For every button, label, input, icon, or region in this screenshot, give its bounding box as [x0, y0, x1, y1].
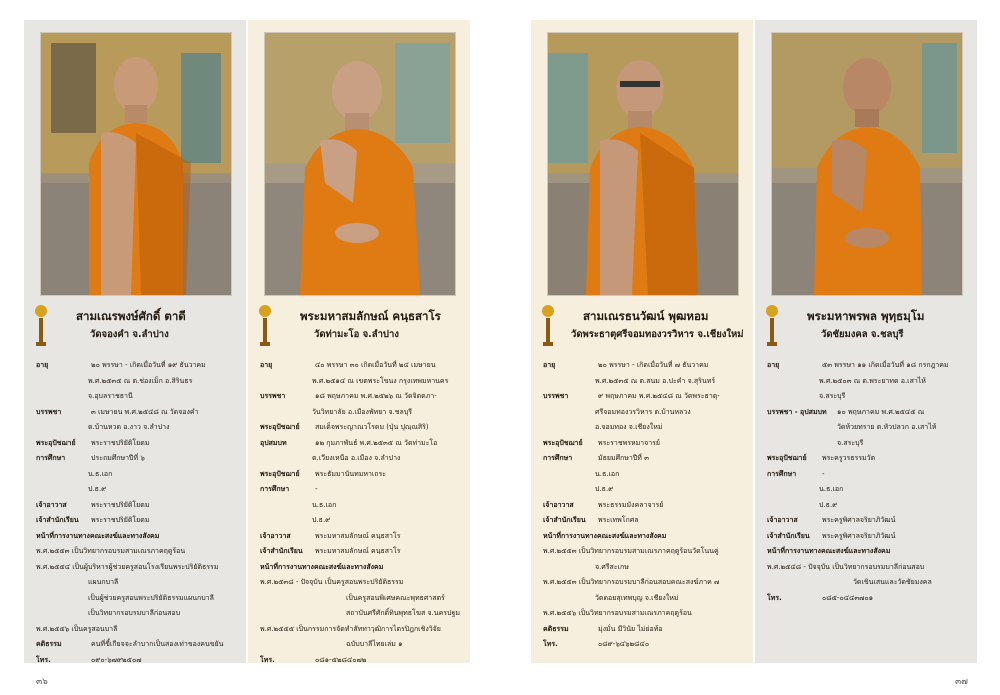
bio-row — [767, 451, 972, 467]
bio-line: เป็นครูสอนพิเศษคณะพุทธศาสตร์ — [346, 593, 445, 602]
monk-card-3 — [531, 20, 753, 663]
bio-row — [260, 389, 465, 405]
bio-label: อุปสมบท — [260, 438, 287, 447]
bio-label: เจ้าอาวาส — [767, 516, 798, 524]
bio-row — [767, 358, 972, 374]
bio-line: พ.ศ.๒๕๕๖ เป็นครูสอนบาลี — [36, 624, 118, 633]
bio-value: ๑๘ พฤษภาคม พ.ศ.๒๕๒๖ ณ วัดจิตตภา- — [315, 392, 437, 400]
monk-header-4 — [765, 302, 971, 352]
monk-name: พระมหาสมลักษณ์ คนฺธสาโร — [300, 309, 441, 323]
bio-line: ต.บ้านหวด อ.งาว จ.ลำปาง — [88, 423, 170, 431]
bio-label: การศึกษา — [543, 454, 573, 462]
bio-line: พ.ศ.๒๕๔๘ - ปัจจุบัน เป็นวิทยากรอบรมบาลีก่อนสอบ — [767, 562, 925, 571]
bio-value: พระครูพิศาลจริยาภิวัฒน์ — [822, 531, 896, 540]
monk-name: พระมหาพรพล พุทฺธมฺโม — [807, 309, 925, 323]
bio-line: พ.ศ.๒๕๕๓ เป็นวิทยากรอบรมบาลีก่อนสอบคณะสงฆ์ภาค ๗ — [543, 578, 720, 586]
monk-portrait-3 — [547, 32, 739, 296]
bio-line: วัดเขินเสนและวัดชัยมงคล — [853, 578, 932, 586]
bio-value: พระครูพิศาลจริยาภิวัฒน์ — [822, 516, 896, 524]
emblem-icon — [541, 304, 555, 348]
bio-line: จ.สระบุรี — [819, 392, 846, 400]
bio-label: คติธรรม — [36, 640, 62, 648]
monk-temple: วัดชัยมงคล จ.ชลบุรี — [821, 329, 904, 340]
monk-name: สามเณรธนวัฒน์ พุฒหอม — [583, 309, 709, 323]
bio-value: ๒๐ พรรษา - เกิดเมื่อวันที่ ๑๙ ธันวาคม — [91, 361, 206, 369]
bio-line: ศรีจอมทองวรวิหาร ต.บ้านหลวง — [595, 407, 691, 416]
bio-label: คติธรรม — [543, 624, 569, 633]
bio-row — [543, 436, 748, 452]
emblem-icon — [258, 304, 272, 348]
bio-label: พระอุปัชฌาย์ — [767, 454, 807, 462]
bio-label: พระอุปัชฌาย์ — [260, 469, 300, 478]
bio-value: ๕๓ พรรษา ๑๑ เกิดเมื่อวันที่ ๑๘ กรกฎาคม — [822, 361, 949, 369]
bio-value: สมเด็จพระญาณวโรดม (ปุ่น ปุณฺณสิริ) — [315, 423, 429, 431]
bio-line: พ.ศ.๒๕๑๔ ณ เขตพระโขนง กรุงเทพมหานคร — [312, 376, 449, 385]
monk-name: สามเณรพงษ์ศักดิ์ ตาดี — [76, 309, 186, 323]
bio-row — [36, 513, 241, 529]
bio-row — [260, 420, 465, 436]
bio-label: บรรพชา — [36, 407, 62, 416]
bio-label: โทร. — [767, 593, 782, 602]
monk-card-2 — [248, 20, 470, 663]
bio-label: เจ้าสำนักเรียน — [767, 531, 810, 540]
bio-label: เจ้าสำนักเรียน — [543, 516, 586, 524]
page-number-left: ๓๖ — [36, 677, 48, 687]
bio-line: ป.ธ.๙ — [595, 485, 614, 493]
bio-line: ฉบับบาลีไทยเล่ม ๑ — [346, 640, 403, 648]
bio-value: พระมหาสมลักษณ์ คนฺธสาโร — [315, 547, 401, 555]
bio-value: พระราชปริยัติโยดม — [91, 438, 150, 447]
bio-line: ป.ธ.๙ — [819, 500, 838, 509]
bio-value: ๑๐ พฤษภาคม พ.ศ.๒๕๔๕ ณ — [837, 407, 925, 416]
bio-line: วัดห้วยทราย ต.หัวปลวก อ.เสาไห้ — [837, 423, 937, 431]
section-heading: หน้าที่การงานทางคณะสงฆ์และทางสังคม — [260, 562, 384, 571]
monk-temple: วัดท่ามะโอ จ.ลำปาง — [314, 329, 399, 340]
bio-row — [543, 498, 748, 514]
bio-label: เจ้าอาวาส — [543, 500, 574, 509]
emblem-icon — [34, 304, 48, 348]
bio-row — [36, 358, 241, 374]
bio-line: พ.ศ.๒๕๕๕ เป็นกรรมการจัดทำสัททาวุฒิการไตรปิฎกเชิงวิจัย — [260, 624, 441, 633]
bio-line: จ.ศรีสะเกษ — [595, 562, 629, 571]
monk-header-1 — [34, 302, 240, 352]
bio-row — [36, 436, 241, 452]
bio-line: พ.ศ.๒๕๓๕ ณ ต.สนม อ.ปะคำ จ.สุรินทร์ — [595, 376, 716, 385]
bio-row — [543, 389, 748, 405]
bio-line: น.ธ.เอก — [312, 500, 337, 509]
monk-biography — [767, 358, 972, 606]
bio-value: ๐๙๐-๖๗๙๒๕๐๗ — [91, 655, 142, 664]
bio-label: การศึกษา — [36, 454, 66, 462]
bio-line: พ.ศ.๒๕๕๖ เป็นวิทยากรอบรมสามเณรภาคฤดูร้อน — [543, 609, 692, 617]
bio-line: พ.ศ.๒๕๕๓ เป็นวิทยากรอบรมสามเณรภาคฤดูร้อน — [36, 547, 186, 555]
bio-row — [543, 451, 748, 467]
bio-value: ๓ เมษายน พ.ศ.๒๕๔๘ ณ วัดจองคำ — [91, 407, 199, 416]
bio-label: บรรพชา — [543, 392, 569, 400]
monk-biography — [36, 358, 241, 668]
bio-row — [260, 482, 465, 498]
bio-line: อ.จอมทอง จ.เชียงใหม่ — [595, 423, 663, 431]
bio-row — [260, 653, 465, 669]
bio-line: พ.ศ.๒๕๕๔ เป็นผู้บริหารผู้ช่วยครูสอนโรงเรียนพระปริยัติธรรม — [36, 562, 219, 571]
bio-label: บรรพชา - อุปสมบท — [767, 407, 827, 416]
bio-line: น.ธ.เอก — [88, 469, 113, 478]
bio-value: ประถมศึกษาปีที่ ๖ — [91, 454, 145, 462]
monk-temple: วัดจองคำ จ.ลำปาง — [90, 329, 169, 340]
bio-row — [260, 544, 465, 560]
bio-label: พระอุปัชฌาย์ — [36, 438, 76, 447]
bio-label: เจ้าอาวาส — [36, 500, 67, 509]
bio-row — [260, 436, 465, 452]
bio-value: ๒๐ พรรษา - เกิดเมื่อวันที่ ๗ ธันวาคม — [598, 361, 709, 369]
bio-row — [36, 405, 241, 421]
bio-row — [260, 467, 465, 483]
bio-label: โทร. — [543, 640, 558, 648]
bio-value: พระเทพโกศล — [598, 516, 639, 524]
bio-label: อายุ — [36, 361, 49, 369]
section-heading: หน้าที่การงานทางคณะสงฆ์และทางสังคม — [36, 531, 160, 540]
bio-value: ๐๘๙-๖๔๖๒๘๔๐ — [598, 640, 650, 648]
monk-card-1 — [24, 20, 246, 663]
bio-row — [36, 653, 241, 669]
bio-value: ๔๐ พรรษา ๓๐ เกิดเมื่อวันที่ ๒๔ เมษายน — [315, 361, 436, 369]
bio-line: พ.ศ.๒๕๕๓ เป็นวิทยากรอบรมสามเณรภาคฤดูร้อนวัดโนนคู่ — [543, 547, 719, 555]
bio-row — [543, 358, 748, 374]
monk-portrait-1 — [40, 32, 232, 296]
bio-row — [767, 513, 972, 529]
bio-value: คนที่ขี้เกียจจะลำบากเป็นสองเท่าของคนขยัน — [91, 640, 224, 648]
bio-row — [36, 637, 241, 653]
bio-value: พระครูวรธรรมวัต — [822, 454, 876, 462]
bio-value: ๐๘๑-๕๒๘๔๐๗๒ — [315, 655, 367, 664]
bio-value: พระธัมมานันทมหาเถระ — [315, 469, 387, 478]
page-number-right: ๓๗ — [955, 677, 968, 687]
monk-header-3 — [541, 302, 747, 352]
monk-temple: วัดพระธาตุศรีจอมทองวรวิหาร จ.เชียงใหม่ — [571, 329, 744, 340]
bio-line: พ.ศ.๒๕๓๘ - ปัจจุบัน เป็นครูสอนพระปริยัติธรรม — [260, 578, 404, 586]
bio-label: พระอุปัชฌาย์ — [260, 423, 300, 431]
section-heading: หน้าที่การงานทางคณะสงฆ์และทางสังคม — [543, 531, 667, 540]
bio-line: สถาบันศรีศักดิ์ทินพุทธโฆส จ.นครปฐม — [346, 609, 460, 617]
bio-label: การศึกษา — [260, 485, 290, 493]
bio-label: โทร. — [36, 655, 51, 664]
bio-row — [767, 405, 972, 421]
bio-line: วัดดอยสุเทพบุญ จ.เชียงใหม่ — [595, 593, 679, 602]
bio-label: เจ้าสำนักเรียน — [36, 516, 79, 524]
bio-label: เจ้าสำนักเรียน — [260, 547, 303, 555]
bio-label: อายุ — [260, 361, 273, 369]
bio-value: - — [822, 469, 825, 478]
monk-biography — [543, 358, 748, 653]
monk-card-4 — [755, 20, 977, 663]
bio-line: แผนกบาลี — [88, 578, 119, 586]
bio-value: ๑๒ กุมภาพันธ์ พ.ศ.๒๕๓๕ ณ วัดท่ามะโอ — [315, 438, 438, 447]
bio-line: เป็นผู้ช่วยครูสอนพระปริยัติธรรมแผนกบาลี — [88, 593, 214, 602]
bio-value: มัธยมศึกษาปีที่ ๓ — [598, 454, 649, 462]
bio-label: เจ้าอาวาส — [260, 531, 291, 540]
bio-line: น.ธ.เอก — [819, 485, 844, 493]
bio-value: พระราชปริยัติโยดม — [91, 516, 150, 524]
section-heading: หน้าที่การงานทางคณะสงฆ์และทางสังคม — [767, 547, 891, 555]
bio-label: โทร. — [260, 655, 275, 664]
bio-line: พ.ศ.๒๕๐๓ ณ ต.พระยาทด อ.เสาไห้ — [819, 376, 926, 385]
bio-label: อายุ — [767, 361, 780, 369]
bio-value: พระมหาสมลักษณ์ คนฺธสาโร — [315, 531, 401, 540]
emblem-icon — [765, 304, 779, 348]
bio-label: บรรพชา — [260, 392, 286, 400]
bio-value: พระธรรมมังคลาจารย์ — [598, 500, 664, 509]
bio-row — [767, 529, 972, 545]
bio-row — [260, 529, 465, 545]
bio-line: ป.ธ.๙ — [312, 516, 331, 524]
bio-row — [767, 591, 972, 607]
monk-biography — [260, 358, 465, 668]
monk-header-2 — [258, 302, 464, 352]
bio-value: ๙ พฤษภาคม พ.ศ.๒๕๔๘ ณ วัดพระธาตุ- — [598, 392, 720, 400]
bio-row — [260, 358, 465, 374]
bio-line: จ.สระบุรี — [837, 438, 864, 447]
monk-portrait-4 — [771, 32, 963, 296]
bio-line: วันวิทยาลัย อ.เมืองพัทยา จ.ชลบุรี — [312, 407, 413, 416]
bio-label: พระอุปัชฌาย์ — [543, 438, 583, 447]
bio-row — [36, 498, 241, 514]
bio-label: อายุ — [543, 361, 556, 369]
bio-value: พระราชพรหมาจารย์ — [598, 438, 661, 447]
bio-line: ต.เวียงเหนือ อ.เมือง จ.ลำปาง — [312, 454, 401, 462]
bio-value: มุ่งมั่น มีวินัย ไม่ย่อท้อ — [598, 624, 663, 633]
bio-line: น.ธ.เอก — [595, 469, 620, 478]
bio-row — [543, 622, 748, 638]
bio-value: ๐๘๕-๐๔๔๓๗๐๑ — [822, 593, 874, 602]
bio-line: ป.ธ.๙ — [88, 485, 107, 493]
bio-row — [543, 513, 748, 529]
bio-line: พ.ศ.๒๕๓๕ ณ ต.ช่องเม็ก อ.สิรินธร — [88, 376, 193, 385]
bio-line: จ.อุบลราชธานี — [88, 392, 133, 400]
bio-value: - — [315, 485, 318, 493]
bio-row — [543, 637, 748, 653]
bio-row — [767, 467, 972, 483]
bio-label: การศึกษา — [767, 469, 797, 478]
bio-line: เป็นวิทยากรอบรมบาลีก่อนสอบ — [88, 609, 181, 617]
bio-value: พระราชปริยัติโยดม — [91, 500, 150, 509]
monk-portrait-2 — [264, 32, 456, 296]
bio-row — [36, 451, 241, 467]
